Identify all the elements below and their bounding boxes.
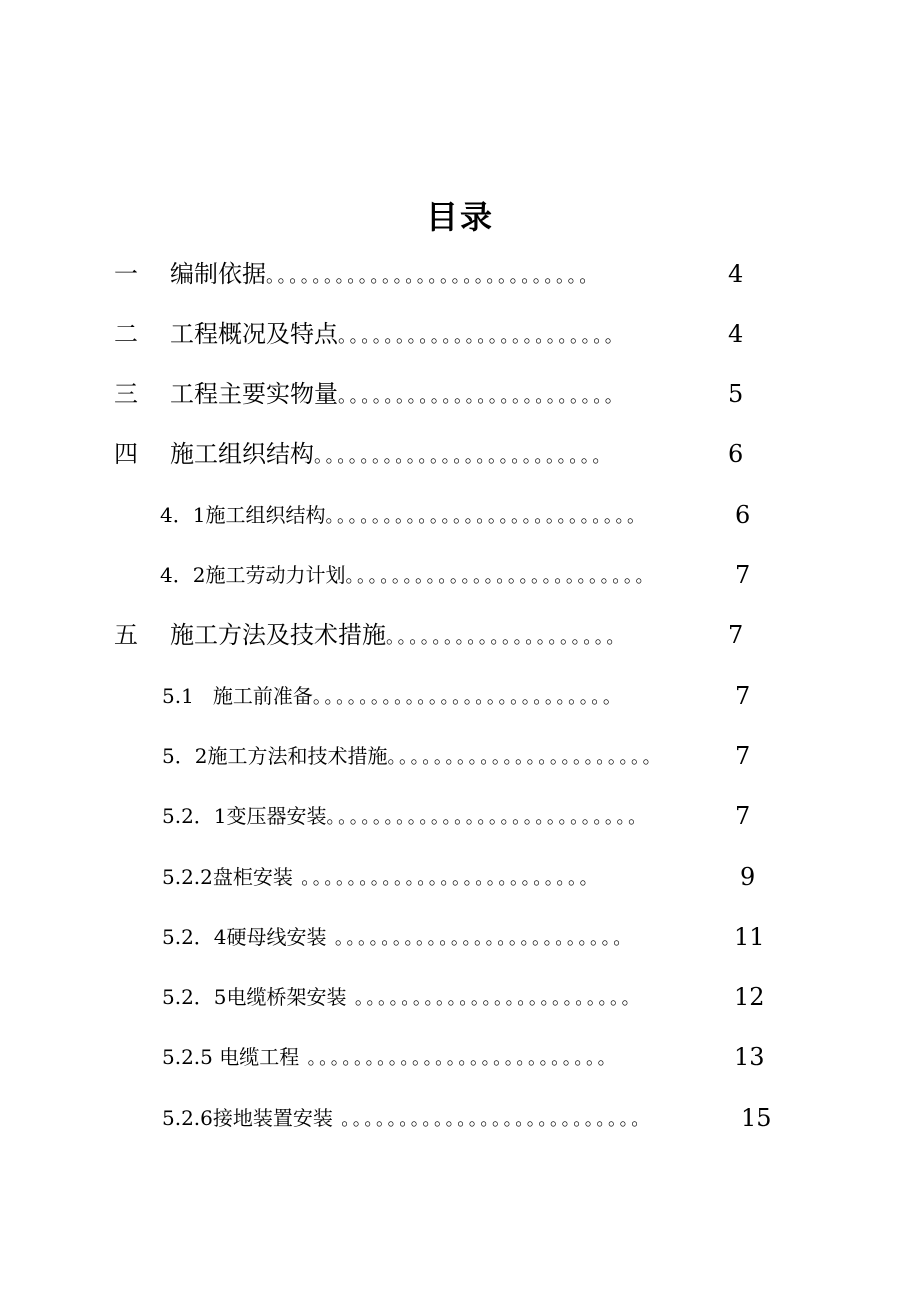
toc-subentry[interactable] <box>162 862 756 892</box>
toc-page-number: 4 <box>728 320 744 348</box>
toc-entry[interactable] <box>114 439 744 469</box>
toc-subentry[interactable] <box>162 982 765 1012</box>
toc-page-number: 11 <box>734 923 765 951</box>
toc-subentry[interactable] <box>162 1103 772 1133</box>
toc-page-number: 13 <box>734 1043 765 1071</box>
toc-entry[interactable] <box>114 379 744 409</box>
toc-entry-number: 五 <box>114 621 138 649</box>
toc-entry-label: 5.2.2盘柜安装 <box>162 865 293 889</box>
toc-page-number: 12 <box>734 983 765 1011</box>
toc-entry[interactable] <box>114 620 744 650</box>
toc-leader-dots: 。。。。。。。。。。。。。。。。。。。。。。。。。。 <box>332 1109 652 1130</box>
toc-subentry[interactable] <box>162 922 765 952</box>
toc-page-number: 7 <box>735 802 751 830</box>
toc-subentry[interactable] <box>162 681 751 711</box>
toc-entry-label: 施工组织结构 <box>170 440 314 468</box>
toc-subentry[interactable] <box>162 1042 765 1072</box>
toc-entry[interactable] <box>114 319 744 349</box>
toc-leader-dots: 。。。。。。。。。。。。。。。。。。。。。。。。。 <box>326 928 634 949</box>
toc-leader-dots: 。。。。。。。。。。。。。。。。。。。。。。。。。。 <box>299 1048 619 1069</box>
toc-leader-dots: 。。。。。。。。。。。。。。。。。。。。。。。。。。。。 <box>266 266 600 287</box>
toc-page-number: 7 <box>735 561 751 589</box>
toc-entry-label: 5.2.6接地装置安装 <box>162 1106 333 1130</box>
toc-entry-label: 5.2．1变压器安装 <box>162 804 327 828</box>
page-title: 目录 <box>425 198 494 236</box>
toc-entry-number: 一 <box>114 260 138 288</box>
toc-leader-dots: 。。。。。。。。。。。。。。。。。。。。。。。。。 <box>292 868 601 889</box>
toc-page-number: 15 <box>741 1104 772 1132</box>
toc-leader-dots: 。。。。。。。。。。。。。。。。。。。。 <box>386 627 627 648</box>
toc-entry-label: 施工方法及技术措施 <box>170 621 386 649</box>
toc-subentry[interactable] <box>162 741 751 771</box>
toc-entry-label: 工程概况及特点 <box>170 320 338 348</box>
toc-entry-number: 三 <box>114 380 138 408</box>
toc-page-number: 7 <box>735 682 751 710</box>
toc-leader-dots: 。。。。。。。。。。。。。。。。。。。。。。。。 <box>346 988 643 1009</box>
toc-leader-dots: 。。。。。。。。。。。。。。。。。。。。。。。。。 <box>314 446 613 467</box>
toc-entry-label: 工程主要实物量 <box>170 380 338 408</box>
toc-entry-label: 5．2施工方法和技术措施 <box>162 744 388 768</box>
toc-entry-label: 5.2.5 电缆工程 <box>162 1045 300 1069</box>
toc-page-number: 7 <box>735 742 751 770</box>
toc-leader-dots: 。。。。。。。。。。。。。。。。。。。。。。。 <box>387 747 664 768</box>
toc-entry-number: 四 <box>114 440 138 468</box>
toc-leader-dots: 。。。。。。。。。。。。。。。。。。。。。。。。。。。 <box>326 807 649 828</box>
toc-entry-label: 4．1施工组织结构 <box>160 503 326 527</box>
toc-page-number: 5 <box>728 380 744 408</box>
toc-entry-label: 5.2．5电缆桥架安装 <box>162 985 347 1009</box>
toc-page-number: 6 <box>728 440 744 468</box>
toc-leader-dots: 。。。。。。。。。。。。。。。。。。。。。。。。。。 <box>345 566 657 587</box>
toc-page-number: 4 <box>728 260 744 288</box>
toc-subentry[interactable] <box>162 801 751 831</box>
toc-entry-label: 4．2施工劳动力计划 <box>160 563 346 587</box>
toc-leader-dots: 。。。。。。。。。。。。。。。。。。。。。。。。。。 <box>312 687 624 708</box>
toc-subentry[interactable] <box>160 500 751 530</box>
toc-entry-label: 5.1 施工前准备 <box>162 684 313 708</box>
toc-leader-dots: 。。。。。。。。。。。。。。。。。。。。。。。。 <box>338 326 626 347</box>
toc-leader-dots: 。。。。。。。。。。。。。。。。。。。。。。。。。。。 <box>325 506 648 527</box>
toc-page-number: 6 <box>735 501 751 529</box>
toc-entry-number: 二 <box>114 320 138 348</box>
toc-entry[interactable] <box>114 259 744 289</box>
toc-leader-dots: 。。。。。。。。。。。。。。。。。。。。。。。。 <box>338 386 626 407</box>
toc-entry-label: 5.2．4硬母线安装 <box>162 925 327 949</box>
toc-subentry[interactable] <box>160 560 751 590</box>
toc-entry-label: 编制依据 <box>170 260 266 288</box>
toc-page-number: 7 <box>728 621 744 649</box>
toc-page-number: 9 <box>740 863 756 891</box>
